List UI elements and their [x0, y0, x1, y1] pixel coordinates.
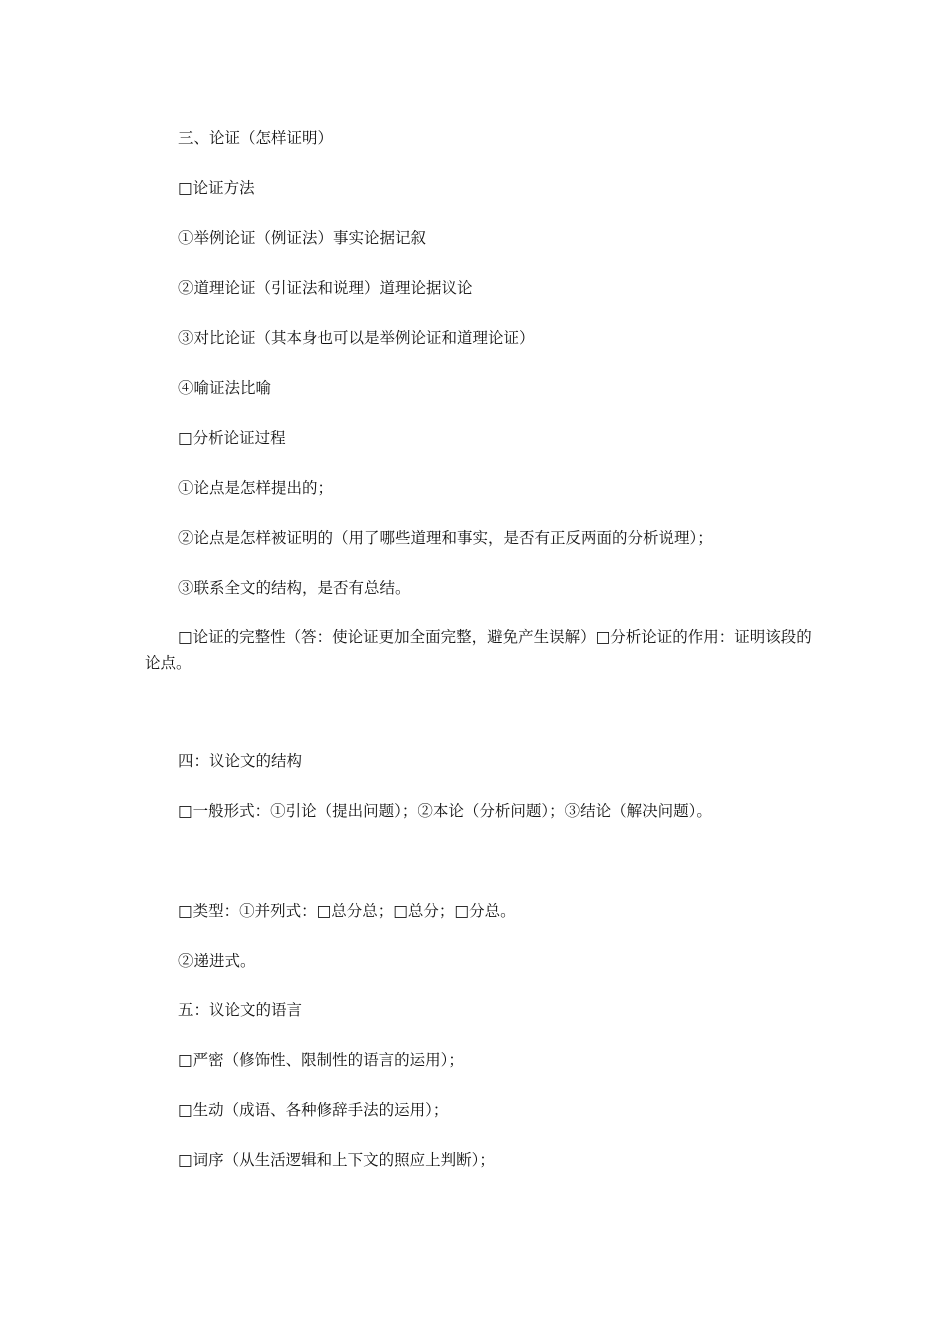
paragraph-types: □类型：①并列式：□总分总；□总分；□分总。 [178, 902, 516, 920]
paragraph-completeness: □论证的完整性（答：使论证更加全面完整，避免产生误解）□分析论证的作用：证明该段的论点。 [145, 628, 812, 672]
list-item-example-argument: ①举例论证（例证法）事实论据记叙 [178, 229, 427, 247]
list-item-vivid: □生动（成语、各种修辞手法的运用）； [178, 1101, 449, 1119]
section-heading-argumentation: 三、论证（怎样证明） [178, 129, 334, 147]
section-heading-language: 五：议论文的语言 [178, 1001, 303, 1019]
list-item-structure-summary: ③联系全文的结构，是否有总结。 [178, 579, 411, 597]
paragraph-general-form: □一般形式：①引论（提出问题）；②本论（分析问题）；③结论（解决问题）。 [178, 802, 712, 820]
list-item-thesis-proved: ②论点是怎样被证明的（用了哪些道理和事实，是否有正反两面的分析说理）； [178, 529, 713, 547]
list-item-reasoning-argument: ②道理论证（引证法和说理）道理论据议论 [178, 279, 473, 297]
list-item-thesis-raised: ①论点是怎样提出的； [178, 479, 334, 497]
list-item-rigorous: □严密（修饰性、限制性的语言的运用）； [178, 1051, 464, 1069]
list-item-progressive: ②递进式。 [178, 952, 256, 970]
subheading-argument-methods: □论证方法 [178, 179, 255, 197]
list-item-analogy-argument: ④喻证法比喻 [178, 379, 272, 397]
list-item-contrast-argument: ③对比论证（其本身也可以是举例论证和道理论证） [178, 329, 535, 347]
section-heading-structure: 四：议论文的结构 [178, 752, 303, 770]
list-item-word-order: □词序（从生活逻辑和上下文的照应上判断）； [178, 1151, 495, 1169]
subheading-analyze-process: □分析论证过程 [178, 429, 286, 447]
